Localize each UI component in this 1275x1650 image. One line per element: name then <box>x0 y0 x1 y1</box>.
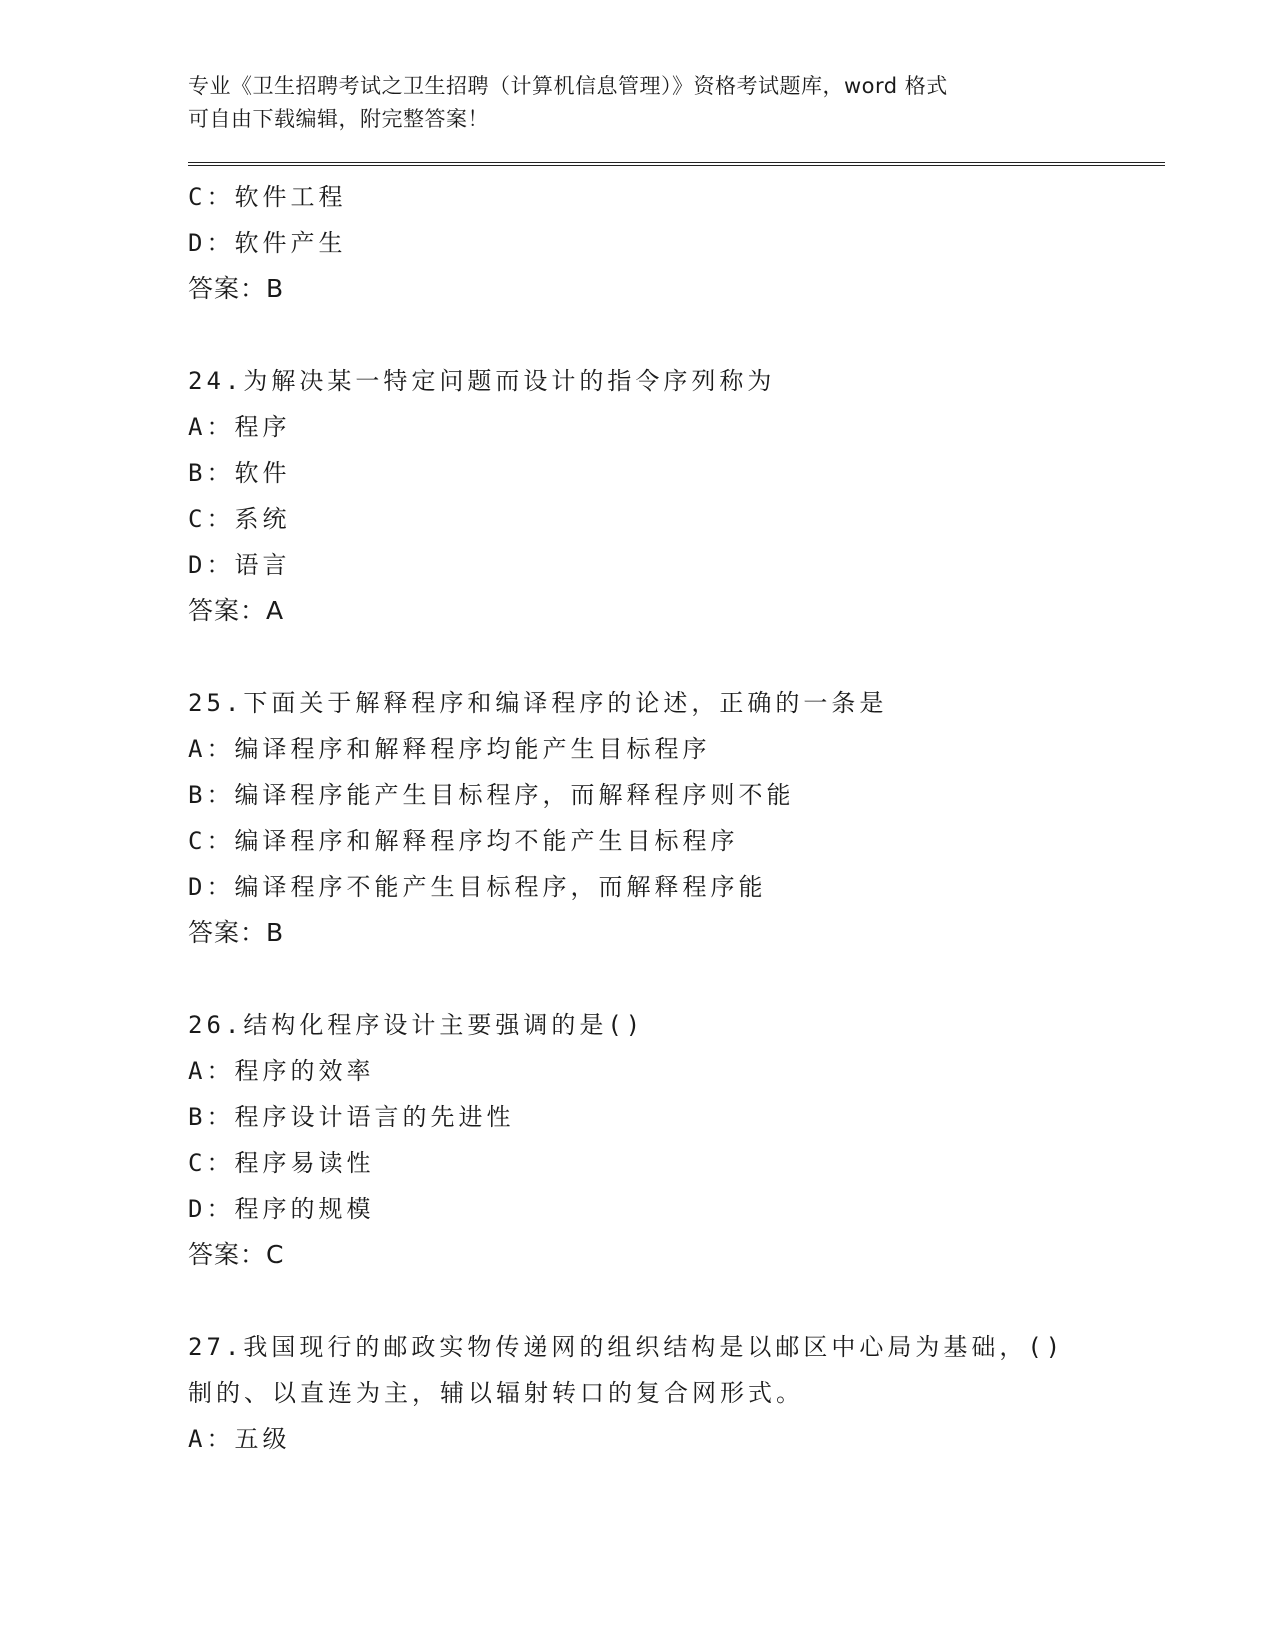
option-d: D：软件产生 <box>188 229 347 257</box>
option-d: D：编译程序不能产生目标程序，而解释程序能 <box>188 873 767 901</box>
spacer <box>188 1278 1168 1324</box>
option-a: A：程序 <box>188 413 291 441</box>
option-d: D：语言 <box>188 551 291 579</box>
question-block-24 <box>188 358 1168 634</box>
spacer <box>188 956 1168 1002</box>
question-stem: 25.下面关于解释程序和编译程序的论述，正确的一条是 <box>188 689 888 717</box>
question-list <box>188 174 1168 1462</box>
document-page <box>188 70 1168 1462</box>
option-c: C：程序易读性 <box>188 1149 375 1177</box>
header-divider <box>188 162 1165 166</box>
option-a: A：程序的效率 <box>188 1057 375 1085</box>
question-block-27 <box>188 1324 1168 1462</box>
spacer <box>188 312 1168 358</box>
option-a: A：五级 <box>188 1425 291 1453</box>
spacer <box>188 634 1168 680</box>
question-block-23 <box>188 174 1168 312</box>
answer-line: 答案：A <box>188 596 285 625</box>
answer-line: 答案：B <box>188 274 285 303</box>
question-block-25 <box>188 680 1168 956</box>
header-line-1: 专业《卫生招聘考试之卫生招聘（计算机信息管理）》资格考试题库，word 格式 <box>188 74 948 98</box>
option-d: D：程序的规模 <box>188 1195 375 1223</box>
question-stem: 24.为解决某一特定问题而设计的指令序列称为 <box>188 367 776 395</box>
option-c: C：系统 <box>188 505 291 533</box>
option-b: B：编译程序能产生目标程序，而解释程序则不能 <box>188 781 795 809</box>
question-block-26 <box>188 1002 1168 1278</box>
question-stem-line-2: 制的、以直连为主，辅以辐射转口的复合网形式。 <box>188 1379 804 1407</box>
option-a: A：编译程序和解释程序均能产生目标程序 <box>188 735 711 763</box>
option-b: B：程序设计语言的先进性 <box>188 1103 515 1131</box>
option-c: C：编译程序和解释程序均不能产生目标程序 <box>188 827 739 855</box>
header-line-2: 可自由下载编辑，附完整答案！ <box>188 107 489 131</box>
document-header <box>188 70 1088 136</box>
question-stem-line-1: 27.我国现行的邮政实物传递网的组织结构是以邮区中心局为基础，() <box>188 1333 1065 1361</box>
option-b: B：软件 <box>188 459 291 487</box>
option-c: C：软件工程 <box>188 183 347 211</box>
answer-line: 答案：C <box>188 1240 285 1269</box>
answer-line: 答案：B <box>188 918 285 947</box>
question-stem: 26.结构化程序设计主要强调的是() <box>188 1011 645 1039</box>
